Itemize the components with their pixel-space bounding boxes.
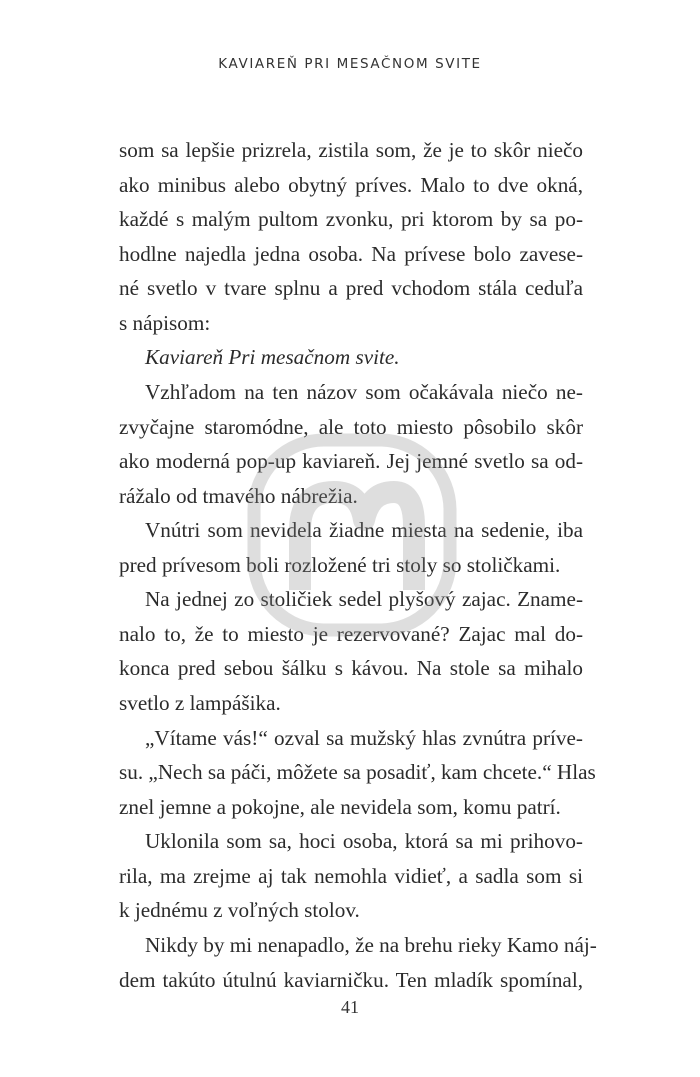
text-line: každé s malým pultom zvonku, pri ktorom by sa po- [119,207,583,232]
text-line: Kaviareň Pri mesačnom svite. [145,345,400,370]
text-line: ako minibus alebo obytný príves. Malo to dve okná, [119,172,583,197]
page-number: 41 [341,997,359,1017]
text-line: znel jemne a pokojne, ale nevidela som, komu patrí. [119,794,561,819]
text-line: Na jednej zo stoličiek sedel plyšový zajac. Zname- [145,587,583,612]
text-line: Vnútri som nevidela žiadne miesta na sedenie, iba [145,518,583,543]
text-line: su. „Nech sa páči, môžete sa posadiť, kam chcete.“ Hlas [119,760,596,785]
text-line: rážalo od tmavého nábrežia. [119,483,358,508]
text-line: svetlo z lampášika. [119,691,281,715]
running-head: KAVIAREŇ PRI MESAČNOM SVITE [218,56,482,72]
text-line: ako moderná pop-up kaviareň. Jej jemné svetlo sa od- [119,449,583,474]
text-line: né svetlo v tvare splnu a pred vchodom stála ceduľa [119,276,583,301]
text-line: s nápisom: [119,310,211,335]
text-line: „Vítame vás!“ ozval sa mužský hlas zvnútra príve- [145,725,583,750]
body-text [119,133,597,997]
text-line: Nikdy by mi nenapadlo, že na brehu rieky Kamo náj- [145,932,597,957]
text-line: nalo to, že to miesto je rezervované? Zajac mal do- [119,621,583,646]
text-line: k jednému z voľných stolov. [119,898,360,923]
text-line: zvyčajne staromódne, ale toto miesto pôsobilo skôr [119,414,583,439]
text-line: som sa lepšie prizrela, zistila som, že je to skôr niečo [119,138,583,162]
text-line: konca pred sebou šálku s kávou. Na stole sa mihalo [119,656,583,681]
text-line: hodlne najedla jedna osoba. Na prívese bolo zavese- [119,241,583,266]
text-line: dem takúto útulnú kaviarničku. Ten mladík spomínal, [119,967,583,992]
text-line: Vzhľadom na ten názov som očakávala niečo ne- [145,379,583,404]
text-line: rila, ma zrejme aj tak nemohla vidieť, a sadla som si [119,863,583,888]
text-line: pred prívesom boli rozložené tri stoly so stoličkami. [119,552,561,577]
text-line: Uklonila som sa, hoci osoba, ktorá sa mi prihovo- [145,829,583,854]
